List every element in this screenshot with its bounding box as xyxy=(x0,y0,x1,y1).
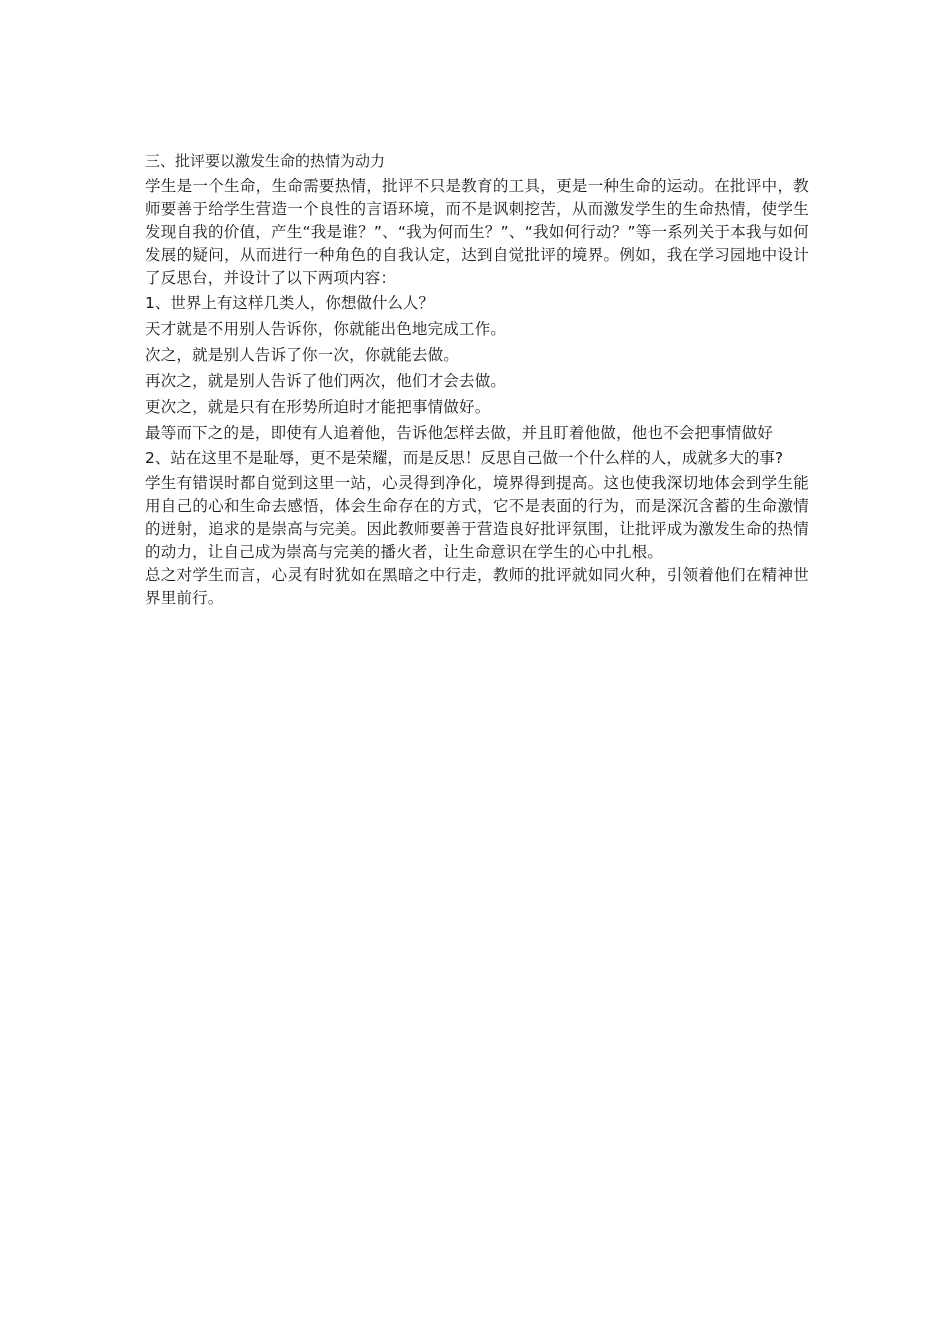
type-line-1: 天才就是不用别人告诉你，你就能出色地完成工作。 xyxy=(145,320,507,338)
type-line-3: 再次之，就是别人告诉了他们两次，他们才会去做。 xyxy=(145,372,507,390)
document-page xyxy=(145,150,809,610)
item-one: 1、世界上有这样几类人，你想做什么人？ xyxy=(145,294,434,312)
item-two: 2、站在这里不是耻辱，更不是荣耀，而是反思！反思自己做一个什么样的人，成就多大的事? xyxy=(145,449,784,467)
conclusion-paragraph: 总之对学生而言，心灵有时犹如在黑暗之中行走，教师的批评就如同火种，引领着他们在精神世界里前行。 xyxy=(145,566,809,607)
type-line-5: 最等而下之的是，即使有人追着他，告诉他怎样去做，并且盯着他做，他也不会把事情做好 xyxy=(145,424,774,442)
type-line-2: 次之，就是别人告诉了你一次，你就能去做。 xyxy=(145,346,460,364)
reflection-paragraph: 学生有错误时都自觉到这里一站，心灵得到净化，境界得到提高。这也使我深切地体会到学生能用自己的心和生命去感悟，体会生命存在的方式，它不是表面的行为，而是深沉含蓄的生命激情的迸射，追求的是崇高与完美。因此教师要善于营造良好批评氛围，让批评成为激发生命的热情的动力，让自己成为崇高与完美的播火者，让生命意识在学生的心中扎根。 xyxy=(145,474,809,561)
intro-paragraph: 学生是一个生命，生命需要热情，批评不只是教育的工具，更是一种生命的运动。在批评中，教师要善于给学生营造一个良性的言语环境，而不是讽刺挖苦，从而激发学生的生命热情，使学生发现自我的价值，产生“我是谁？”、“我为何而生？”、“我如何行动？”等一系列关于本我与如何发展的疑问，从而进行一种角色的自我认定，达到自觉批评的境界。例如，我在学习园地中设计了反思台，并设计了以下两项内容： xyxy=(145,177,809,287)
section-heading: 三、批评要以激发生命的热情为动力 xyxy=(145,152,386,170)
type-line-4: 更次之，就是只有在形势所迫时才能把事情做好。 xyxy=(145,398,491,416)
